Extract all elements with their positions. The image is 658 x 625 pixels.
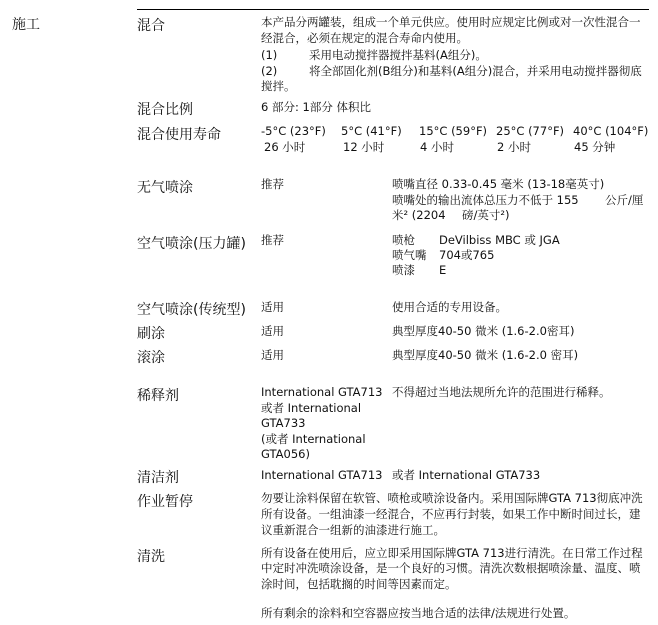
- air-pot-tip-label: 喷漆: [392, 263, 415, 277]
- airless-recommended: 推荐: [261, 177, 284, 191]
- thinner-line: (或者 International: [261, 432, 366, 446]
- thinner-line: International GTA713: [261, 385, 383, 399]
- roller-value: 典型厚度40-50 微米 (1.6-2.0 密耳): [392, 348, 579, 362]
- label-mix-ratio: 混合比例: [137, 102, 193, 118]
- cleaning-line: 所有设备在使用后，应立即采用国际牌GTA 713进行清洗。在日常工作过程: [261, 546, 643, 560]
- label-brush: 刷涂: [137, 326, 165, 342]
- thinner-line: GTA056): [261, 447, 310, 461]
- pot-life-time: 12 小时: [343, 140, 385, 154]
- thinner-line: GTA733: [261, 416, 306, 430]
- mixing-step2-number: (2): [261, 64, 278, 78]
- work-stop-line: 勿要让涂料保留在软管、喷枪或喷涂设备内。采用国际牌GTA 713彻底冲洗: [261, 491, 643, 505]
- thinner-note: 不得超过当地法规所允许的范围进行稀释。: [392, 385, 611, 399]
- pot-life-temp: 5°C (41°F): [341, 124, 402, 138]
- air-pot-cap-value: 704或765: [439, 248, 495, 262]
- mixing-step1-text: 采用电动搅拌器搅拌基料(A组分)。: [309, 48, 487, 62]
- work-stop-line: 所有设备。一组油漆一经混合，不应再行封装，如果工作中断时间过长，建: [261, 507, 641, 521]
- label-pot-life: 混合使用寿命: [137, 127, 221, 143]
- mix-ratio-value: 6 部分: 1部分 体积比: [261, 100, 371, 114]
- label-air-spray-conventional: 空气喷涂(传统型): [137, 302, 246, 318]
- air-pot-gun-label: 喷枪: [392, 233, 415, 247]
- air-pot-recommended: 推荐: [261, 233, 284, 247]
- pot-life-time: 26 小时: [264, 140, 306, 154]
- pot-life-time: 45 分钟: [574, 140, 616, 154]
- thinner-line: 或者 International: [261, 401, 362, 415]
- brush-suitable: 适用: [261, 324, 284, 338]
- cleaner-value1: International GTA713: [261, 468, 383, 482]
- airless-line2-unit: 公斤/厘: [605, 193, 644, 207]
- mixing-step2-text: 将全部固化剂(B组分)和基料(A组分)混合，并采用电动搅拌器彻底: [309, 64, 642, 78]
- pot-life-temp: -5°C (23°F): [261, 124, 326, 138]
- cleaning-line: 中定时冲洗喷涂设备，是一个良好的习惯。清洗次数根据喷涂量、温度、喷: [261, 561, 641, 575]
- air-conv-suitable: 适用: [261, 300, 284, 314]
- pot-life-time: 2 小时: [497, 140, 531, 154]
- cleaning-disposal: 所有剩余的涂料和空容器应按当地合适的法律/法规进行处置。: [261, 606, 576, 620]
- airless-line2: 喷嘴处的输出流体总压力不低于 155: [392, 193, 579, 207]
- roller-suitable: 适用: [261, 348, 284, 362]
- cleaning-line: 涂时间，包括耽搁的时间等因素而定。: [261, 577, 457, 591]
- label-work-stoppage: 作业暂停: [137, 494, 193, 510]
- label-airless-spray: 无气喷涂: [137, 180, 193, 196]
- airless-line1: 喷嘴直径 0.33-0.45 毫米 (13-18毫英寸): [392, 177, 605, 191]
- header-rule: [137, 9, 649, 10]
- label-mixing: 混合: [137, 18, 165, 34]
- pot-life-temp: 40°C (104°F): [573, 124, 649, 138]
- mixing-text-line1: 本产品分两罐装，组成一个单元供应。使用时应规定比例或对一次性混合一: [261, 15, 641, 29]
- air-pot-gun-value: DeVilbiss MBC 或 JGA: [439, 233, 560, 247]
- pot-life-temp: 15°C (59°F): [419, 124, 488, 138]
- air-pot-cap-label: 喷气嘴: [392, 248, 427, 262]
- mixing-step2-text-cont: 搅拌。: [261, 79, 296, 93]
- airless-line3-unit: 磅/英寸²): [462, 208, 510, 222]
- cleaner-value2: 或者 International GTA733: [392, 468, 541, 482]
- label-roller: 滚涂: [137, 350, 165, 366]
- mixing-text-line2: 经混合，必须在规定的混合寿命内使用。: [261, 31, 468, 45]
- airless-line3: 米² (2204: [392, 208, 446, 222]
- label-thinner: 稀释剂: [137, 388, 179, 404]
- work-stop-line: 议重新混合一组新的油漆进行施工。: [261, 523, 445, 537]
- brush-value: 典型厚度40-50 微米 (1.6-2.0密耳): [392, 324, 575, 338]
- pot-life-temp: 25°C (77°F): [496, 124, 565, 138]
- section-title: 施工: [12, 17, 40, 33]
- air-conv-value: 使用合适的专用设备。: [392, 300, 507, 314]
- label-air-spray-pressure-pot: 空气喷涂(压力罐): [137, 236, 246, 252]
- pot-life-time: 4 小时: [420, 140, 454, 154]
- label-cleaner: 清洁剂: [137, 470, 179, 486]
- label-cleaning: 清洗: [137, 549, 165, 565]
- mixing-step1-number: (1): [261, 48, 278, 62]
- air-pot-tip-value: E: [439, 263, 447, 277]
